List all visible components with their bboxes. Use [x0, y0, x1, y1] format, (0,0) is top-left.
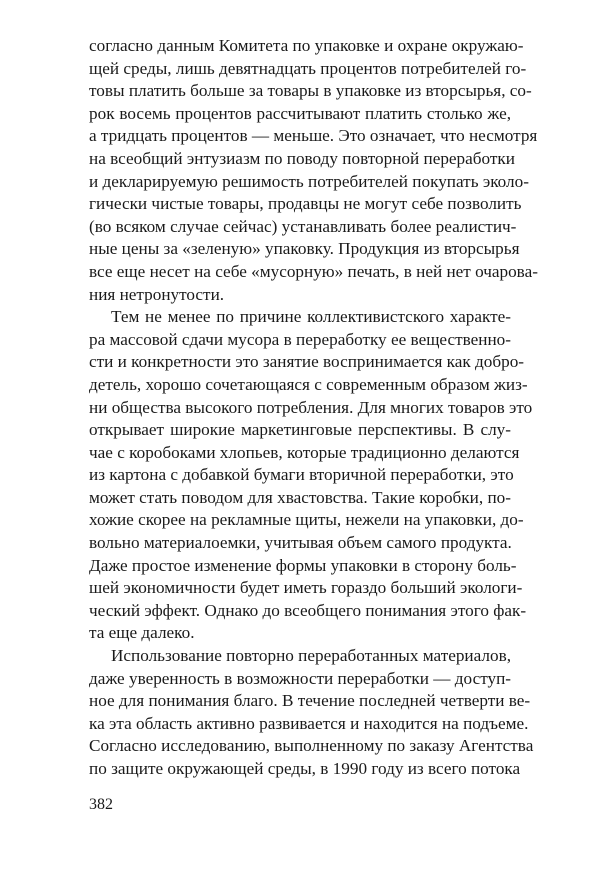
page-number: 382	[89, 796, 113, 813]
text-line: на всеобщий энтузиазм по поводу повторной переработки	[89, 148, 515, 168]
text-line: рок восемь процентов рассчитывают платить столько же,	[89, 103, 511, 123]
text-line: гически чистые товары, продавцы не могут себе позволить	[89, 194, 522, 214]
text-line: Даже простое изменение формы упаковки в сторону боль-	[89, 555, 517, 575]
paragraph	[89, 645, 534, 781]
text-line: шей экономичности будет иметь гораздо больший экологи-	[89, 578, 523, 598]
text-line: даже уверенность в возможности переработки — доступ-	[89, 668, 511, 688]
text-line: ни общества высокого потребления. Для многих товаров это	[89, 397, 533, 417]
text-line: сти и конкретности это занятие воспринимается как добро-	[89, 352, 525, 372]
text-line: а тридцать процентов — меньше. Это означает, что несмотря	[89, 126, 538, 146]
text-line: ные цены за «зеленую» упаковку. Продукция из вторсырья	[89, 239, 520, 259]
text-line: ра массовой сдачи мусора в переработку ее вещественно-	[89, 329, 511, 349]
text-line: ное для понимания благо. В течение последней четверти ве-	[89, 691, 531, 711]
text-line: хожие скорее на рекламные щиты, нежели на упаковки, до-	[89, 510, 524, 530]
paragraph	[89, 306, 533, 645]
text-line: товы платить больше за товары в упаковке из вторсырья, со-	[89, 81, 532, 101]
text-line: из картона с добавкой бумаги вторичной переработки, это	[89, 465, 514, 485]
text-line: та еще далеко.	[89, 623, 195, 643]
text-line: ка эта область активно развивается и находится на подъеме.	[89, 713, 529, 733]
text-line: Использование повторно переработанных материалов,	[111, 646, 511, 666]
text-line: и декларируемую решимость потребителей покупать эколо-	[89, 171, 529, 191]
text-line: вольно материалоемки, учитывая объем самого продукта.	[89, 533, 512, 553]
paragraph	[89, 35, 538, 306]
text-line: (во всяком случае сейчас) устанавливать более реалистич-	[89, 216, 517, 236]
text-line: по защите окружающей среды, в 1990 году из всего потока	[89, 759, 521, 778]
text-line: может стать поводом для хвастовства. Такие коробки, по-	[89, 487, 511, 507]
text-line: открывает широкие маркетинговые перспективы. В слу-	[89, 420, 511, 440]
text-line: все еще несет на себе «мусорную» печать, в ней нет очарова-	[89, 261, 538, 281]
text-line: детель, хорошо сочетающаяся с современным образом жиз-	[89, 374, 528, 394]
text-line: согласно данным Комитета по упаковке и охране окружаю-	[89, 36, 524, 55]
text-line: щей среды, лишь девятнадцать процентов потребителей го-	[89, 58, 527, 78]
text-line: чае с коробоками хлопьев, которые традиционно делаются	[89, 442, 520, 462]
body-text	[89, 35, 538, 781]
text-line: Согласно исследованию, выполненному по заказу Агентства	[89, 736, 534, 756]
text-line: Тем не менее по причине коллективистского характе-	[111, 307, 511, 327]
text-line: ческий эффект. Однако до всеобщего понимания этого фак-	[89, 600, 527, 620]
text-line: ния нетронутости.	[89, 284, 225, 304]
